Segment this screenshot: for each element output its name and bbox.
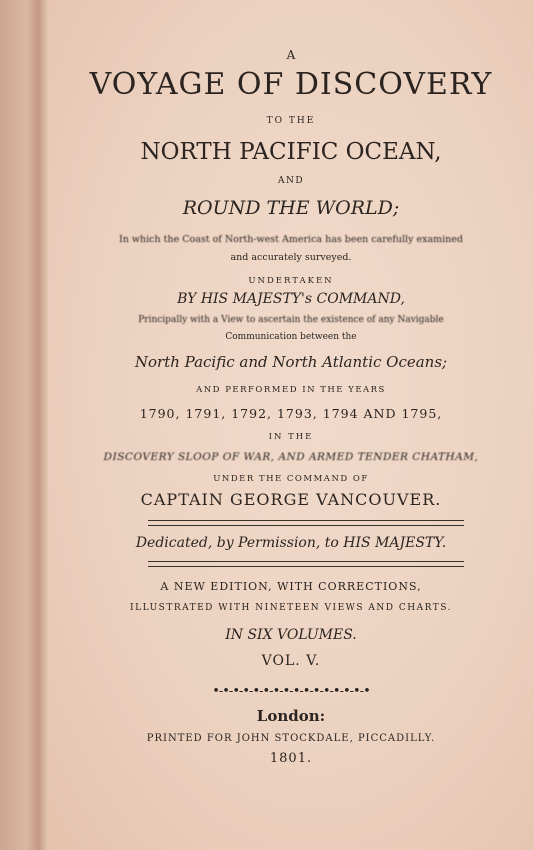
- illustrated-line: ILLUSTRATED WITH NINETEEN VIEWS AND CHARTS.: [130, 603, 452, 613]
- captain-line: CAPTAIN GEORGE VANCOUVER.: [140, 490, 442, 509]
- title-article: A: [286, 48, 296, 62]
- volumes-line: IN SIX VOLUMES.: [225, 627, 357, 643]
- lower-double-rule: [148, 561, 464, 567]
- to-the-line: TO THE: [266, 116, 316, 126]
- round-world-title: ROUND THE WORLD;: [182, 197, 400, 219]
- volume-number: VOL. V.: [261, 653, 321, 669]
- principally-line: Principally with a View to ascertain the existence of any Navigable: [138, 315, 444, 325]
- book-gutter: [0, 0, 48, 850]
- ships-line: DISCOVERY SLOOP OF WAR, AND ARMED TENDER CHATHAM,: [103, 451, 479, 463]
- in-the-line: IN THE: [268, 432, 314, 442]
- description-line-2: and accurately surveyed.: [230, 252, 352, 263]
- and-line: AND: [277, 176, 305, 186]
- london-imprint: London:: [256, 707, 326, 725]
- oceans-line: North Pacific and North Atlantic Oceans;: [134, 353, 448, 371]
- ornament-divider: •-•-•-•-•-•-•-•-•-•-•-•-•-•-•-•: [212, 684, 370, 699]
- under-command-line: UNDER THE COMMAND OF: [213, 474, 369, 484]
- ocean-title: NORTH PACIFIC OCEAN,: [140, 139, 442, 165]
- description-line-1: In which the Coast of North-west America has been carefully examined: [119, 234, 463, 245]
- command-line: BY HIS MAJESTY's COMMAND,: [177, 291, 405, 307]
- publication-year: 1801.: [269, 751, 313, 766]
- upper-double-rule: [148, 520, 464, 526]
- performed-line: AND PERFORMED IN THE YEARS: [196, 385, 386, 395]
- main-title: VOYAGE OF DISCOVERY: [89, 67, 493, 102]
- years-line: 1790, 1791, 1792, 1793, 1794 AND 1795,: [139, 406, 443, 421]
- undertaken-line: UNDERTAKEN: [248, 276, 334, 286]
- dedication-line: Dedicated, by Permission, to HIS MAJESTY.: [135, 535, 447, 551]
- communication-line: Communication between the: [225, 332, 357, 342]
- edition-line: A NEW EDITION, WITH CORRECTIONS,: [160, 580, 422, 593]
- printer-line: PRINTED FOR JOHN STOCKDALE, PICCADILLY.: [146, 733, 436, 744]
